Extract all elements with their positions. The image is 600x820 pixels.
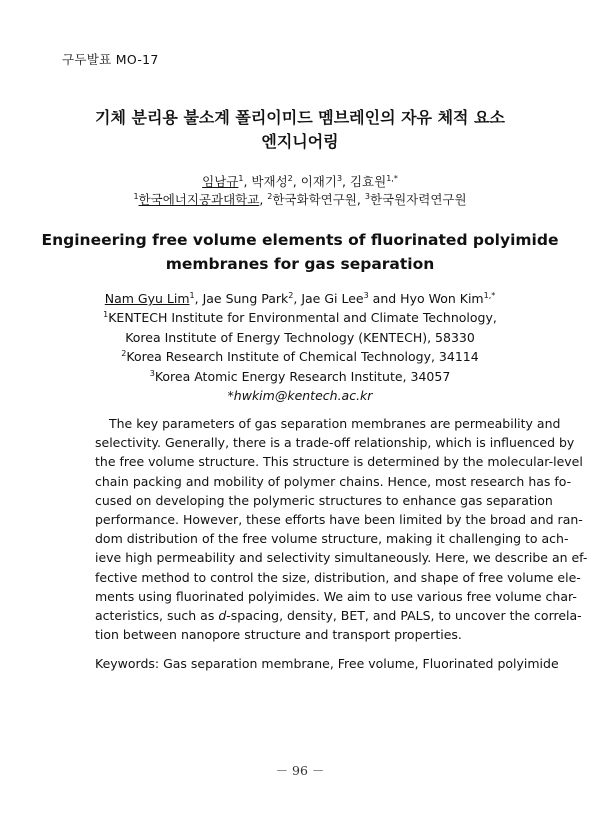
abstract-line: The key parameters of gas separation membranes are permeability and <box>109 416 561 431</box>
korean-title <box>40 106 560 154</box>
english.authors-name: Nam Gyu Lim <box>104 291 190 306</box>
abstract-line: fective method to control the size, distribution, and shape of free volume ele- <box>95 569 581 585</box>
english.authors-sup: 1,* <box>483 290 496 300</box>
abstract-line: acteristics, such as d-spacing, density, BET, and PALS, to uncover the correla- <box>95 608 582 624</box>
korean.affiliations-separator: , <box>259 192 268 207</box>
english-title-line-1: Engineering free volume elements of fluorinated polyimide <box>41 231 559 249</box>
session-label: 구두발표 MO-17 <box>62 52 159 67</box>
english.authors-sup: 2 <box>288 290 294 300</box>
abstract-line: ments using fluorinated polyimides. We aim to use various free volume char- <box>95 588 577 604</box>
abstract-line: ieve high permeability and selectivity simultaneously. Here, we describe an ef- <box>95 550 588 566</box>
abstract-line: selectivity. Generally, there is a trade-off relationship, which is influenced by <box>95 435 575 451</box>
korean.affiliations-sup: 2 <box>267 191 273 201</box>
korean.authors-separator: , <box>342 174 350 189</box>
korean.affiliations-name: 한국화학연구원 <box>272 192 357 207</box>
korean.authors-name: 박재성 <box>251 174 288 189</box>
page-number: － 96 － <box>275 763 325 778</box>
korean.affiliations-name: 한국원자력연구원 <box>369 192 467 207</box>
korean.authors-name: 김효원 <box>349 174 387 189</box>
abstract-line: the free volume structure. This structure is determined by the molecular-level <box>95 454 583 470</box>
english-affiliations <box>40 308 560 406</box>
english.authors-name: Jae Gi Lee <box>301 291 364 306</box>
korean.authors-sup: 1 <box>238 173 244 183</box>
affiliation-1-line-2: Korea Institute of Energy Technology (KENTECH), 58330 <box>125 329 475 345</box>
korean-title-line-1: 기체 분리용 불소계 폴리이미드 멤브레인의 자유 체적 요소 <box>95 108 505 127</box>
english.authors-sup: 1 <box>189 290 195 300</box>
italic-term: d <box>218 608 227 624</box>
korean.affiliations-name: 한국에너지공과대학교 <box>138 192 260 207</box>
affiliation-2: $^2$Korea Research Institute of Chemical Technology, 34114 <box>121 348 479 364</box>
korean-authors <box>40 172 560 192</box>
affiliation-1-line-1: $^1$KENTECH Institute for Environmental and Climate Technology, <box>103 309 497 325</box>
abstract-line: chain packing and mobility of polymer chains. Hence, most research has fo- <box>95 473 572 489</box>
korean-title-line-2: 엔지니어링 <box>261 132 339 151</box>
english.authors-name: Jae Sung Park <box>202 291 289 306</box>
english-title <box>40 228 560 276</box>
korean.authors-name: 이재기 <box>300 174 337 189</box>
english.authors-sup: 3 <box>363 290 369 300</box>
korean.affiliations-sup: 1 <box>133 191 139 201</box>
affiliation-3: $^3$Korea Atomic Energy Research Institute, 34057 <box>149 368 451 384</box>
corresponding-email: *hwkim@kentech.ac.kr <box>227 388 373 403</box>
korean.authors-separator: , <box>292 174 301 189</box>
abstract-line: cused on developing the polymeric structures to enhance gas separation <box>95 492 553 508</box>
korean.affiliations-sup: 3 <box>364 191 370 201</box>
english-title-line-2: membranes for gas separation <box>165 255 435 273</box>
korean.authors-sup: 3 <box>336 173 343 183</box>
korean-affiliations <box>40 190 560 210</box>
english.authors-name: Hyo Won Kim <box>400 291 484 306</box>
keywords: Keywords: Gas separation membrane, Free volume, Fluorinated polyimide <box>95 656 559 671</box>
korean.authors-name: 임남규 <box>202 174 239 189</box>
abstract-line: tion between nanopore structure and transport properties. <box>95 627 462 643</box>
abstract <box>95 414 588 644</box>
korean.affiliations-separator: , <box>356 192 365 207</box>
english.authors-separator: , <box>194 291 203 306</box>
english.authors-separator: , <box>293 291 302 306</box>
korean.authors-sup: 2 <box>287 173 293 183</box>
english.authors-separator: and <box>368 291 401 306</box>
korean.authors-sup: 1,* <box>386 173 398 183</box>
korean.authors-separator: , <box>243 174 252 189</box>
english-authors <box>40 289 560 309</box>
abstract-line: performance. However, these efforts have been limited by the broad and ran- <box>95 512 583 528</box>
abstract-line: dom distribution of the free volume structure, making it challenging to ach- <box>95 531 569 547</box>
